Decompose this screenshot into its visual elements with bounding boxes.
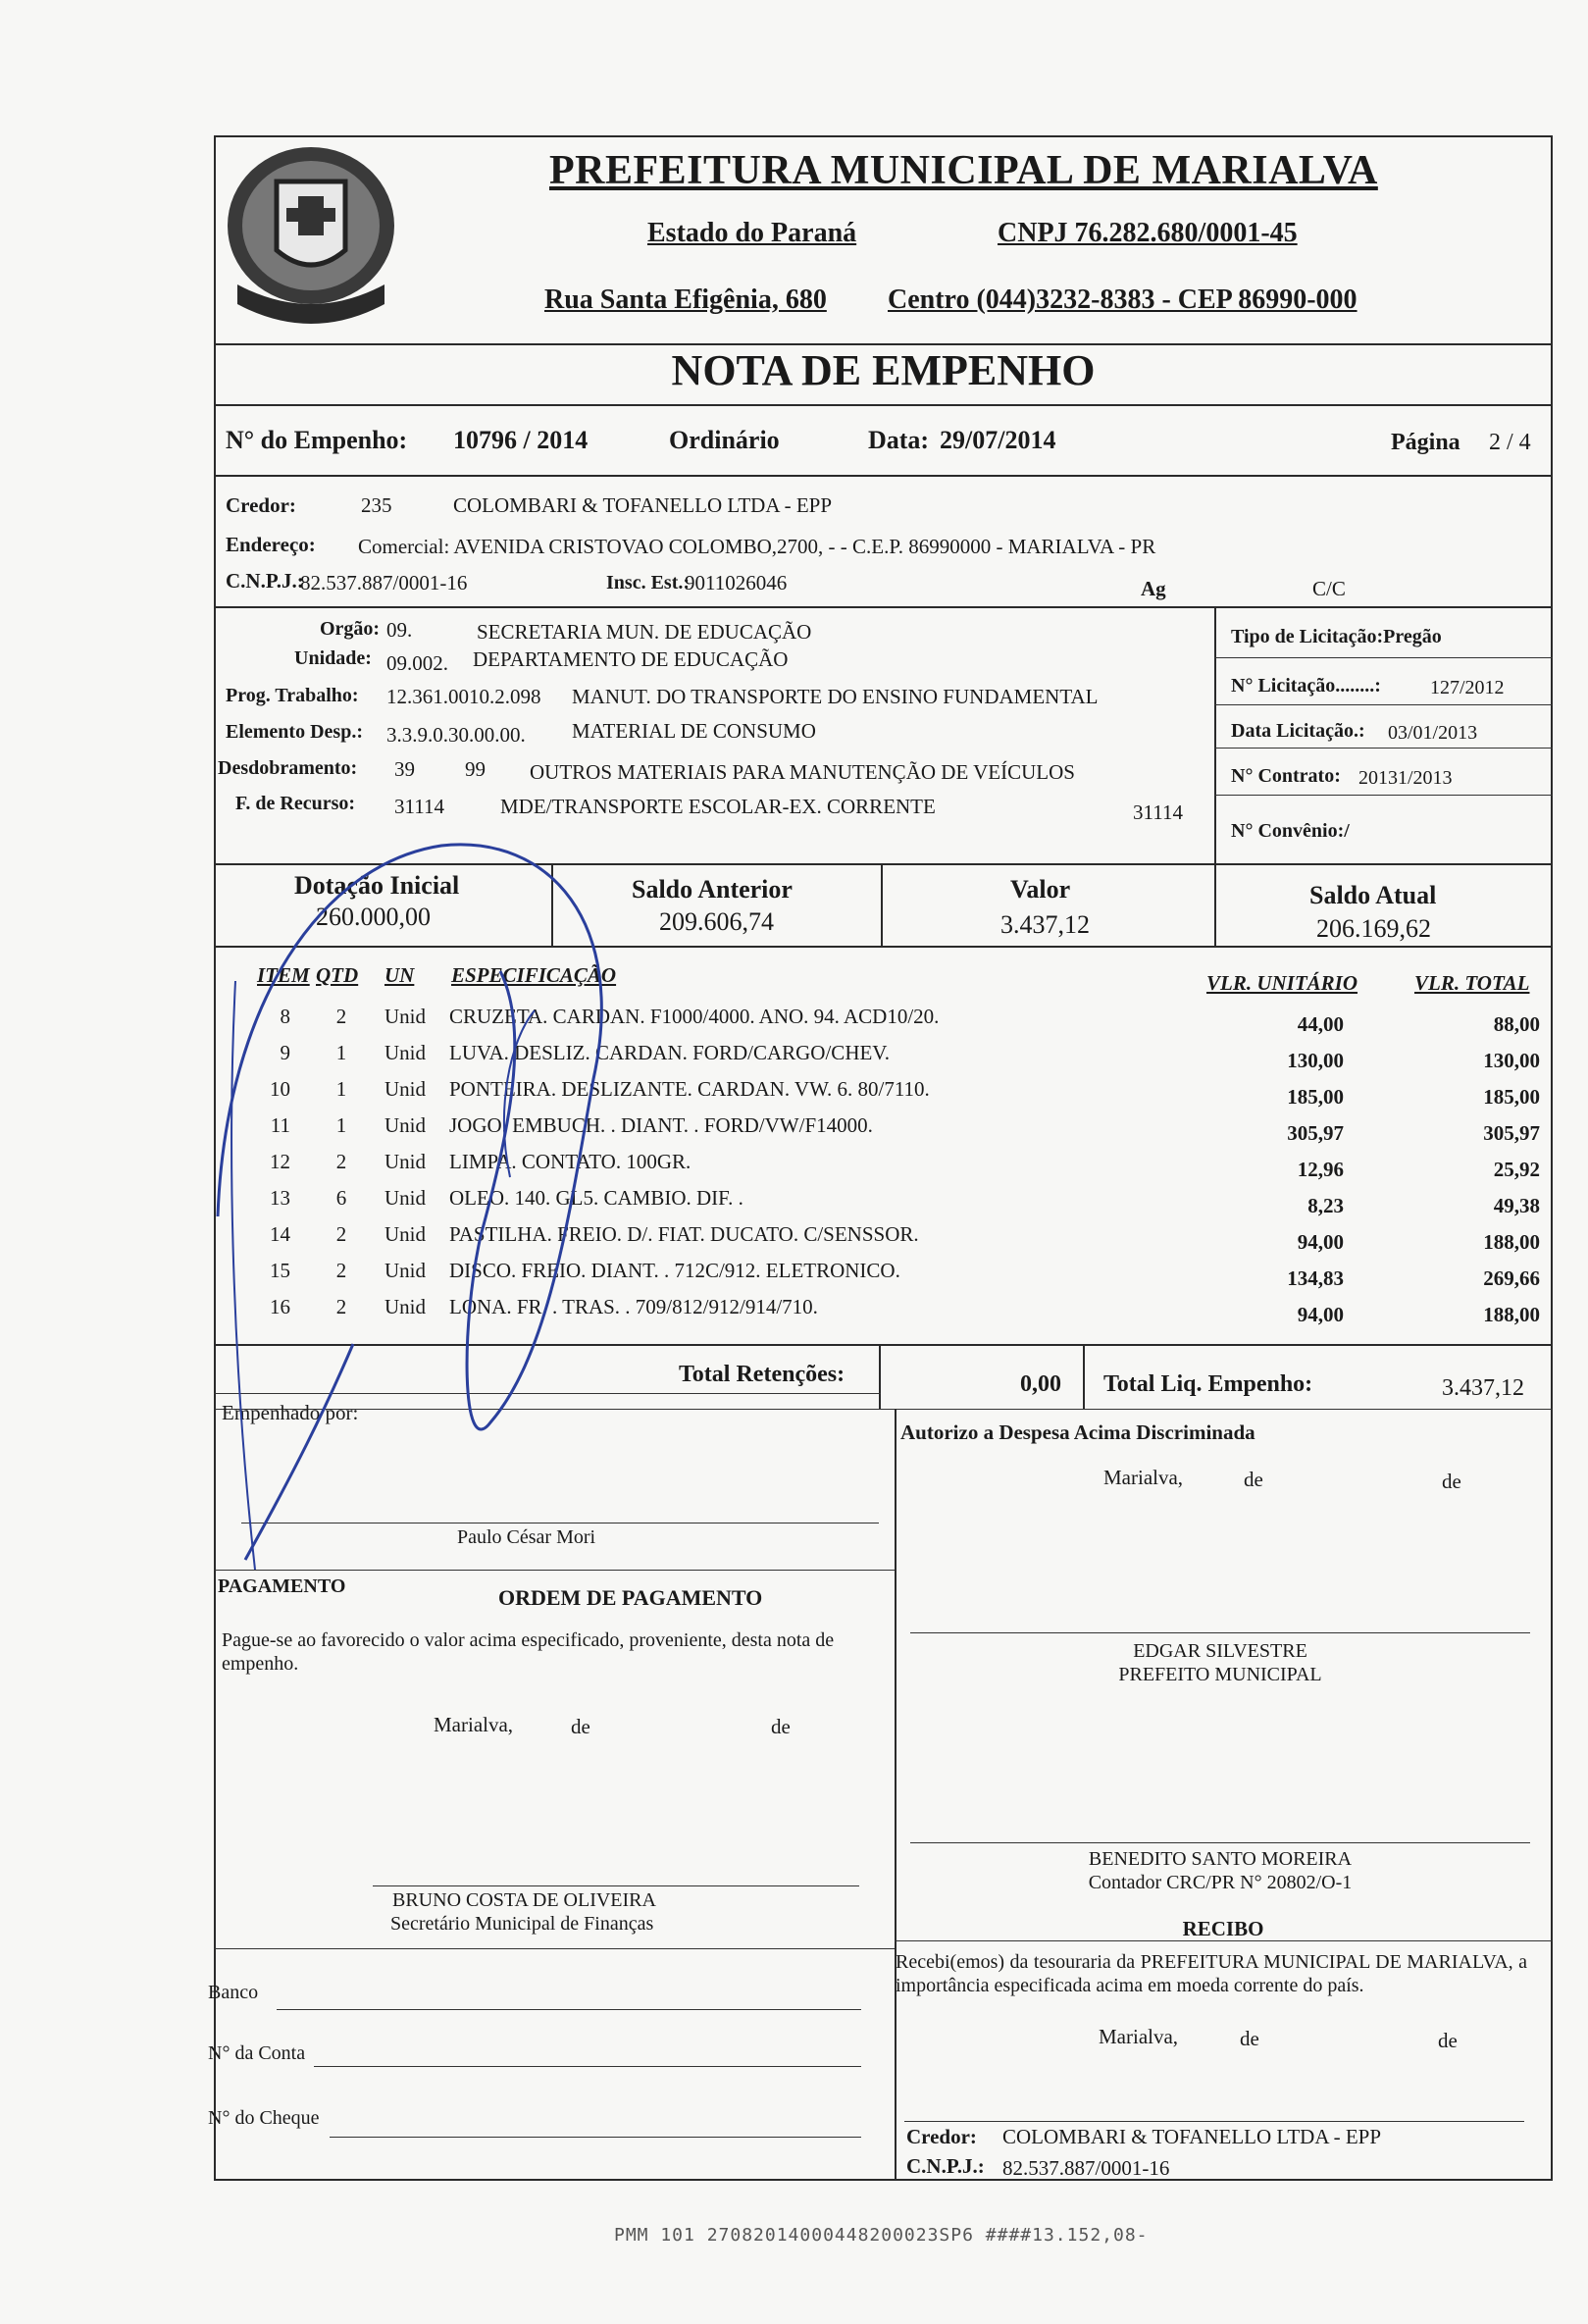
item-unit: Unid: [384, 1222, 426, 1246]
item-total-value: 185,00: [1483, 1085, 1540, 1109]
item-qty: 6: [335, 1186, 347, 1210]
dotacao-label: Dotação Inicial: [294, 871, 460, 900]
mayor-name: EDGAR SILVESTRE: [1133, 1640, 1307, 1662]
orgao-label: Orgão:: [320, 618, 381, 640]
saldo-anterior-label: Saldo Anterior: [632, 875, 793, 904]
licitacao-date-label: Data Licitação.:: [1231, 720, 1365, 742]
desdobramento-label: Desdobramento:: [218, 757, 358, 779]
place-date-2: Marialva,: [434, 1713, 514, 1736]
place-date-1: Marialva,: [1103, 1466, 1184, 1489]
item-unit-value: 185,00: [1287, 1085, 1344, 1109]
item-spec: LUVA. DESLIZ. CARDAN. FORD/CARGO/CHEV.: [449, 1041, 891, 1064]
recibo-label: RECIBO: [1182, 1917, 1264, 1940]
liq-label: Total Liq. Empenho:: [1103, 1371, 1313, 1397]
item-qty: 2: [335, 1150, 347, 1173]
banco-label: Banco: [208, 1982, 259, 2003]
licitacao-type: Tipo de Licitação:Pregão: [1231, 626, 1442, 647]
cheque-label: N° do Cheque: [208, 2107, 320, 2129]
financas-title: Secretário Municipal de Finanças: [390, 1913, 654, 1935]
liq-value: 3.437,12: [1442, 1375, 1524, 1401]
item-unit: Unid: [384, 1186, 426, 1210]
item-spec: LONA. FR. . TRAS. . 709/812/912/914/710.: [449, 1295, 818, 1318]
item-number: 12: [270, 1150, 290, 1173]
credor-name: COLOMBARI & TOFANELLO LTDA - EPP: [453, 493, 833, 517]
recibo-cnpj-label: C.N.P.J.:: [906, 2154, 985, 2178]
item-unit-value: 130,00: [1287, 1049, 1344, 1072]
prog-name: MANUT. DO TRANSPORTE DO ENSINO FUNDAMENTAL: [572, 685, 1099, 708]
institution-address: Rua Santa Efigênia, 680: [544, 284, 827, 315]
credor-code: 235: [361, 493, 392, 517]
date-de-3a: de: [1240, 2027, 1259, 2050]
elemento-code: 3.3.9.0.30.00.00.: [386, 723, 526, 747]
institution-cnpj: CNPJ 76.282.680/0001-45: [998, 218, 1298, 248]
licitacao-number-label: N° Licitação........:: [1231, 675, 1381, 697]
col-unit-value: VLR. UNITÁRIO: [1206, 971, 1358, 995]
empenho-number: 10796 / 2014: [453, 426, 589, 454]
item-unit: Unid: [384, 1077, 426, 1101]
saldo-atual-label: Saldo Atual: [1309, 881, 1437, 909]
prog-code: 12.361.0010.2.098: [386, 685, 541, 708]
contrato-label: N° Contrato:: [1231, 765, 1341, 787]
institution-contact: Centro (044)3232-8383 - CEP 86990-000: [888, 284, 1357, 315]
saldo-atual-value: 206.169,62: [1316, 914, 1431, 943]
autorizo-text: Autorizo a Despesa Acima Discriminada: [900, 1420, 1255, 1444]
licitacao-number: 127/2012: [1430, 677, 1505, 698]
credor-address: Comercial: AVENIDA CRISTOVAO COLOMBO,2700, - - C.E.P. 86990000 - MARIALVA - PR: [358, 535, 1156, 558]
financas-name: BRUNO COSTA DE OLIVEIRA: [392, 1889, 656, 1911]
convenio-label: N° Convênio:/: [1231, 820, 1350, 842]
valor-label: Valor: [1010, 875, 1071, 904]
col-qtd: QTD: [316, 963, 359, 987]
unidade-label: Unidade:: [294, 647, 372, 669]
licitacao-date: 03/01/2013: [1388, 722, 1478, 744]
item-unit: Unid: [384, 1113, 426, 1137]
unidade-code: 09.002.: [386, 651, 448, 675]
credor-address-label: Endereço:: [226, 533, 316, 556]
dotacao-value: 260.000,00: [316, 903, 431, 931]
item-spec: PONTEIRA. DESLIZANTE. CARDAN. VW. 6. 80/7110.: [449, 1077, 930, 1101]
item-number: 11: [270, 1113, 290, 1137]
item-total-value: 188,00: [1483, 1230, 1540, 1254]
item-unit-value: 44,00: [1297, 1012, 1344, 1036]
col-total-value: VLR. TOTAL: [1414, 971, 1530, 995]
item-spec: OLEO. 140. GL5. CAMBIO. DIF. .: [449, 1186, 743, 1210]
item-qty: 2: [335, 1295, 347, 1318]
recibo-text: Recebi(emos) da tesouraria da PREFEITURA MUNICIPAL DE MARIALVA, a importância especificada acima em moeda corrente do país.: [896, 1951, 1527, 1996]
mayor-title: PREFEITO MUNICIPAL: [1118, 1664, 1322, 1685]
elemento-label: Elemento Desp.:: [226, 721, 363, 743]
pague-text: Pague-se ao favorecido o valor acima especificado, proveniente, desta nota de empenho.: [222, 1629, 835, 1675]
date-de-3b: de: [1438, 2029, 1458, 2052]
page-number: 2 / 4: [1489, 430, 1531, 455]
item-qty: 2: [335, 1005, 347, 1028]
recibo-credor-name: COLOMBARI & TOFANELLO LTDA - EPP: [1002, 2125, 1382, 2148]
item-unit-value: 94,00: [1297, 1303, 1344, 1326]
credor-cc-label: C/C: [1312, 577, 1346, 600]
retencoes-label: Total Retenções:: [679, 1362, 845, 1387]
col-item: ITEM: [257, 963, 310, 987]
elemento-name: MATERIAL DE CONSUMO: [572, 719, 816, 743]
item-total-value: 88,00: [1493, 1012, 1540, 1036]
item-spec: CRUZETA. CARDAN. F1000/4000. ANO. 94. ACD10/20.: [449, 1005, 940, 1028]
item-spec: JOGO. EMBUCH. . DIANT. . FORD/VW/F14000.: [449, 1113, 873, 1137]
state-name: Estado do Paraná: [647, 218, 857, 248]
fonte-code-2: 31114: [1133, 800, 1183, 824]
contrato-number: 20131/2013: [1358, 767, 1453, 789]
item-spec: DISCO. FREIO. DIANT. . 712C/912. ELETRONICO.: [449, 1259, 900, 1282]
item-number: 10: [270, 1077, 290, 1101]
page-label: Página: [1391, 430, 1460, 455]
date-de-1a: de: [1244, 1468, 1263, 1491]
item-total-value: 25,92: [1493, 1158, 1540, 1181]
saldo-anterior-value: 209.606,74: [659, 907, 774, 936]
empenho-date-label: Data:: [868, 426, 930, 454]
date-de-2b: de: [771, 1715, 791, 1738]
orgao-code: 09.: [386, 618, 413, 642]
item-unit-value: 94,00: [1297, 1230, 1344, 1254]
item-total-value: 269,66: [1483, 1266, 1540, 1290]
empenhado-name: Paulo César Mori: [457, 1526, 596, 1548]
credor-ie: 9011026046: [685, 571, 788, 594]
credor-cnpj: 82.537.887/0001-16: [300, 571, 468, 594]
item-unit-value: 8,23: [1307, 1194, 1344, 1217]
recibo-cnpj: 82.537.887/0001-16: [1002, 2156, 1170, 2180]
empenhado-label: Empenhado por:: [222, 1401, 359, 1424]
place-date-3: Marialva,: [1099, 2025, 1179, 2048]
unidade-name: DEPARTAMENTO DE EDUCAÇÃO: [473, 647, 789, 671]
fonte-name: MDE/TRANSPORTE ESCOLAR-EX. CORRENTE: [500, 795, 936, 818]
credor-cnpj-label: C.N.P.J.:: [226, 569, 304, 593]
item-number: 8: [280, 1005, 290, 1028]
item-unit: Unid: [384, 1295, 426, 1318]
item-unit-value: 134,83: [1287, 1266, 1344, 1290]
item-number: 15: [270, 1259, 290, 1282]
empenho-date: 29/07/2014: [940, 426, 1056, 454]
credor-label: Credor:: [226, 493, 296, 517]
item-number: 14: [270, 1222, 290, 1246]
fonte-code: 31114: [394, 795, 444, 818]
item-unit-value: 305,97: [1287, 1121, 1344, 1145]
orgao-name: SECRETARIA MUN. DE EDUCAÇÃO: [477, 620, 812, 644]
item-qty: 2: [335, 1222, 347, 1246]
item-qty: 1: [335, 1077, 347, 1101]
fonte-label: F. de Recurso:: [235, 793, 356, 814]
recibo-credor-label: Credor:: [906, 2125, 977, 2148]
col-un: UN: [384, 963, 415, 987]
conta-label: N° da Conta: [208, 2042, 306, 2064]
contador-title: Contador CRC/PR N° 20802/O-1: [1088, 1872, 1353, 1893]
item-unit: Unid: [384, 1259, 426, 1282]
desdobramento-code: 39: [394, 757, 415, 781]
desdobramento-sub: 99: [465, 757, 486, 781]
item-unit: Unid: [384, 1150, 426, 1173]
item-total-value: 305,97: [1483, 1121, 1540, 1145]
item-qty: 2: [335, 1259, 347, 1282]
ordem-pagamento-label: ORDEM DE PAGAMENTO: [498, 1585, 763, 1610]
item-spec: PASTILHA. FREIO. D/. FIAT. DUCATO. C/SENSSOR.: [449, 1222, 919, 1246]
item-number: 13: [270, 1186, 290, 1210]
item-qty: 1: [335, 1041, 347, 1064]
bank-stamp-text: PMM 101 27082014000448200023SP6 ####13.152,08-: [614, 2225, 1149, 2246]
item-total-value: 49,38: [1493, 1194, 1540, 1217]
item-unit-value: 12,96: [1297, 1158, 1344, 1181]
credor-ag-label: Ag: [1141, 577, 1166, 600]
col-spec: ESPECIFICAÇÃO: [451, 963, 617, 987]
pagamento-label: PAGAMENTO: [218, 1575, 346, 1597]
item-unit: Unid: [384, 1041, 426, 1064]
retencoes-value: 0,00: [1020, 1371, 1061, 1397]
item-qty: 1: [335, 1113, 347, 1137]
empenho-type: Ordinário: [669, 426, 780, 454]
contador-name: BENEDITO SANTO MOREIRA: [1088, 1848, 1353, 1870]
item-total-value: 188,00: [1483, 1303, 1540, 1326]
desdobramento-name: OUTROS MATERIAIS PARA MANUTENÇÃO DE VEÍCULOS: [530, 760, 1075, 784]
document-title: NOTA DE EMPENHO: [671, 346, 1096, 394]
prog-label: Prog. Trabalho:: [226, 685, 359, 706]
item-number: 16: [270, 1295, 290, 1318]
institution-title: PREFEITURA MUNICIPAL DE MARIALVA: [549, 148, 1378, 193]
item-number: 9: [280, 1041, 290, 1064]
valor-value: 3.437,12: [1000, 910, 1090, 939]
item-total-value: 130,00: [1483, 1049, 1540, 1072]
date-de-2a: de: [571, 1715, 590, 1738]
credor-ie-label: Insc. Est.:: [606, 572, 691, 594]
empenho-number-label: N° do Empenho:: [226, 426, 408, 454]
item-spec: LIMPA. CONTATO. 100GR.: [449, 1150, 692, 1173]
item-unit: Unid: [384, 1005, 426, 1028]
date-de-1b: de: [1442, 1470, 1461, 1493]
